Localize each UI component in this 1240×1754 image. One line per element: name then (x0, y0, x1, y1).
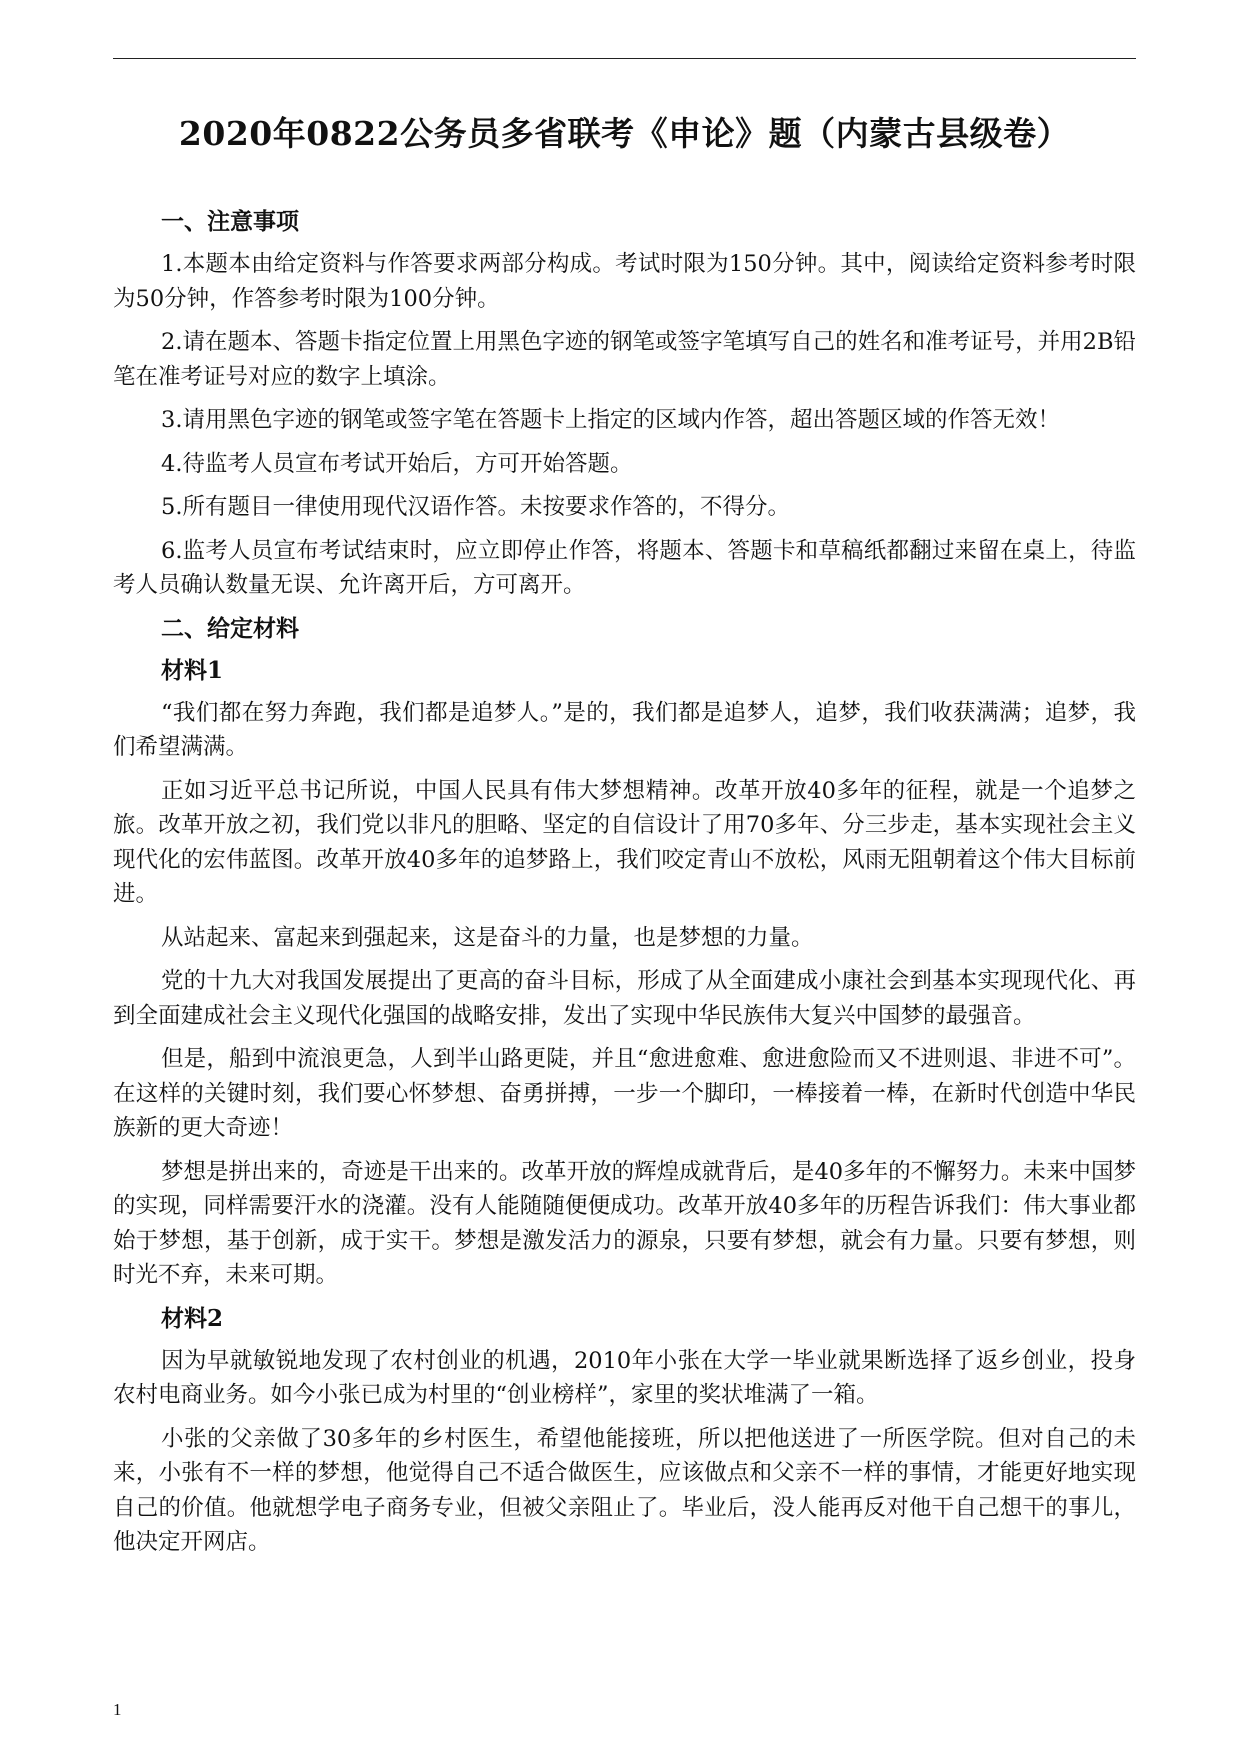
document-title: 2020年0822公务员多省联考《申论》题（内蒙古县级卷） (178, 114, 1071, 153)
material-1-paragraph: 从站起来、富起来到强起来，这是奋斗的力量，也是梦想的力量。 (161, 924, 814, 951)
material-1-paragraph: 但是，船到中流浪更急，人到半山路更陡，并且“愈进愈难、愈进愈险而又不进则退、非进不可”。在这样的关键时刻，我们要心怀梦想、奋勇拼搏，一步一个脚印，一棒接着一棒，在新时代创造中华民族新的更大奇迹！ (113, 1046, 1136, 1141)
page-number: 1 (113, 1700, 122, 1719)
notice-item: 5.所有题目一律使用现代汉语作答。未按要求作答的，不得分。 (161, 494, 790, 520)
notice-item: 6.监考人员宣布考试结束时，应立即停止作答，将题本、答题卡和草稿纸都翻过来留在桌上，待监考人员确认数量无误、允许离开后，方可离开。 (113, 537, 1136, 598)
document-body (113, 205, 1136, 1569)
material-1-paragraph: 梦想是拼出来的，奇迹是干出来的。改革开放的辉煌成就背后，是40多年的不懈努力。未来中国梦的实现，同样需要汗水的浇灌。没有人能随随便便成功。改革开放40多年的历程告诉我们：伟大事业都始于梦想，基于创新，成于实干。梦想是激发活力的源泉，只要有梦想，就会有力量。只要有梦想，则时光不弃，未来可期。 (113, 1158, 1136, 1288)
notice-item: 4.待监考人员宣布考试开始后，方可开始答题。 (161, 450, 633, 477)
material-2-paragraph: 小张的父亲做了30多年的乡村医生，希望他能接班，所以把他送进了一所医学院。但对自己的未来，小张有不一样的梦想，他觉得自己不适合做医生，应该做点和父亲不一样的事情，才能更好地实现自己的价值。他就想学电子商务专业，但被父亲阻止了。毕业后，没人能再反对他干自己想干的事儿，他决定开网店。 (113, 1425, 1136, 1555)
notice-item: 3.请用黑色字迹的钢笔或签字笔在答题卡上指定的区域内作答，超出答题区域的作答无效！ (161, 407, 1060, 433)
material-1-heading: 材料1 (161, 656, 224, 684)
section-heading-materials: 二、给定材料 (161, 614, 299, 642)
material-2-heading: 材料2 (161, 1304, 224, 1332)
header-rule (113, 58, 1136, 59)
notice-item: 1.本题本由给定资料与作答要求两部分构成。考试时限为150分钟。其中，阅读给定资料参考时限为50分钟，作答参考时限为100分钟。 (113, 251, 1136, 312)
material-1-paragraph: “我们都在努力奔跑，我们都是追梦人。”是的，我们都是追梦人，追梦，我们收获满满；追梦，我们希望满满。 (113, 699, 1136, 760)
material-2-paragraph: 因为早就敏锐地发现了农村创业的机遇，2010年小张在大学一毕业就果断选择了返乡创业，投身农村电商业务。如今小张已成为村里的“创业榜样”，家里的奖状堆满了一箱。 (113, 1347, 1136, 1408)
material-1-paragraph: 正如习近平总书记所说，中国人民具有伟大梦想精神。改革开放40多年的征程，就是一个追梦之旅。改革开放之初，我们党以非凡的胆略、坚定的自信设计了用70多年、分三步走，基本实现社会主义现代化的宏伟蓝图。改革开放40多年的追梦路上，我们咬定青山不放松，风雨无阻朝着这个伟大目标前进。 (113, 777, 1136, 907)
material-1-paragraph: 党的十九大对我国发展提出了更高的奋斗目标，形成了从全面建成小康社会到基本实现现代化、再到全面建成社会主义现代化强国的战略安排，发出了实现中华民族伟大复兴中国梦的最强音。 (113, 968, 1136, 1029)
section-heading-notice: 一、注意事项 (161, 208, 299, 235)
notice-item: 2.请在题本、答题卡指定位置上用黑色字迹的钢笔或签字笔填写自己的姓名和准考证号，并用2B铅笔在准考证号对应的数字上填涂。 (113, 329, 1136, 390)
